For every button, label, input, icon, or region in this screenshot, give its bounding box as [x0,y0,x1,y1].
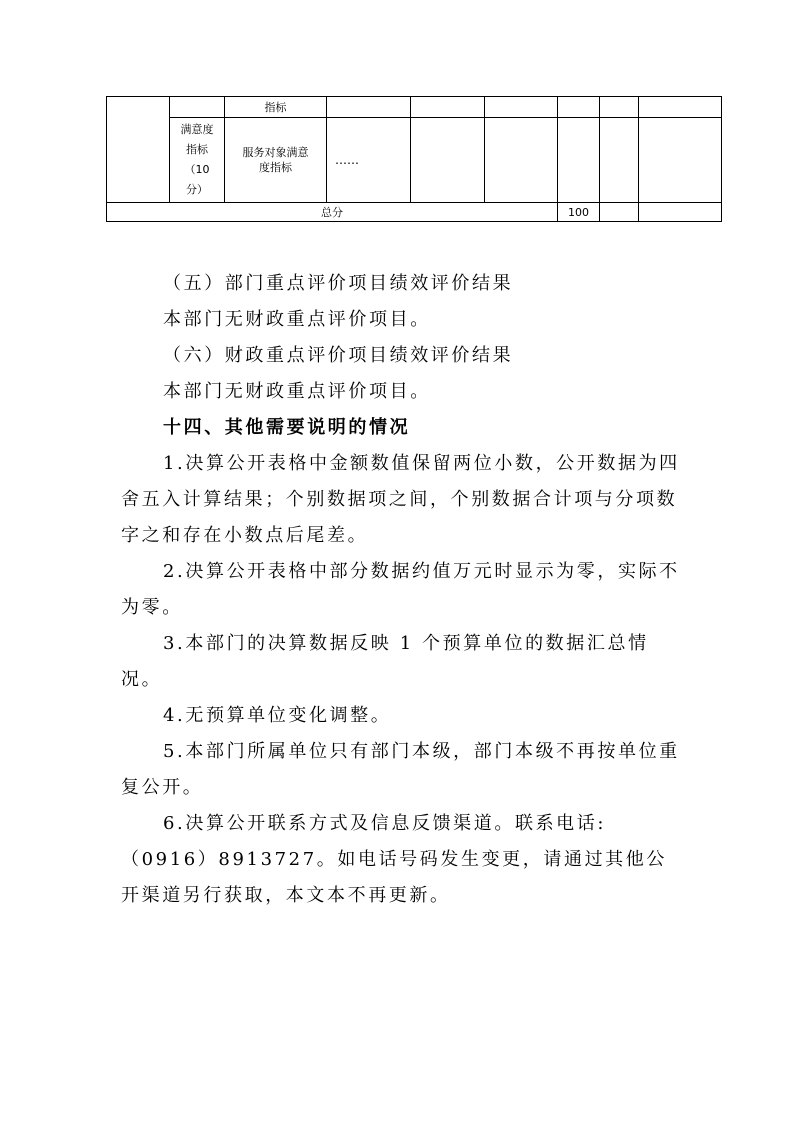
category-line: 指标 [186,143,208,156]
table-row [107,97,722,118]
table-cell [170,97,225,118]
table-cell [411,97,485,118]
note-item-2: 2.决算公开表格中部分数据约值万元时显示为零，实际不为零。 [121,561,680,618]
category-line: 满意度 [180,123,214,136]
table-cell-indicator [225,118,327,203]
note-item-6: 6.决算公开联系方式及信息反馈渠道。联系电话:（0916）8913727。如电话号码发生变更，请通过其他公开渠道另行获取，本文本不再更新。 [121,813,667,906]
section-6-title: （六）财政重点评价项目绩效评价结果 [163,345,514,366]
table-cell [639,203,722,222]
indicator-line: 服务对象满意 [242,146,309,159]
note-item-3: 3.本部门的决算数据反映 1 个预算单位的数据汇总情况。 [121,633,649,690]
table-cell [600,118,639,203]
note-item-1: 1.决算公开表格中金额数值保留两位小数，公开数据为四舍五入计算结果；个别数据项之间，个别数据合计项与分项数字之和存在小数点后尾差。 [121,453,680,546]
table-cell [558,118,600,203]
table-cell [558,97,600,118]
table-cell [485,118,558,203]
total-score: 100 [558,203,600,222]
category-line: 分） [186,183,208,196]
table-cell [600,97,639,118]
section-5-body: 本部门无财政重点评价项目。 [163,309,431,330]
table-cell [485,97,558,118]
performance-table [106,96,722,222]
table-cell [639,118,722,203]
table-row [107,118,722,203]
table-cell [327,97,411,118]
table-cell [107,97,170,203]
table-cell [639,97,722,118]
indicator-line: 度指标 [259,161,292,174]
table-cell [600,203,639,222]
section-14-title: 十四、其他需要说明的情况 [163,417,411,438]
table-row-total [107,203,722,222]
section-5-title: （五）部门重点评价项目绩效评价结果 [163,273,514,294]
table-cell-category [170,118,225,203]
table-cell [411,118,485,203]
note-item-4: 4.无预算单位变化调整。 [163,705,392,726]
table-cell-value: …… [327,118,411,203]
note-item-5: 5.本部门所属单位只有部门本级，部门本级不再按单位重复公开。 [121,741,680,798]
body-text [121,266,681,914]
total-label: 总分 [107,203,558,222]
table-cell-indicator: 指标 [225,97,327,118]
section-6-body: 本部门无财政重点评价项目。 [163,381,431,402]
category-line: （10 [184,163,210,176]
